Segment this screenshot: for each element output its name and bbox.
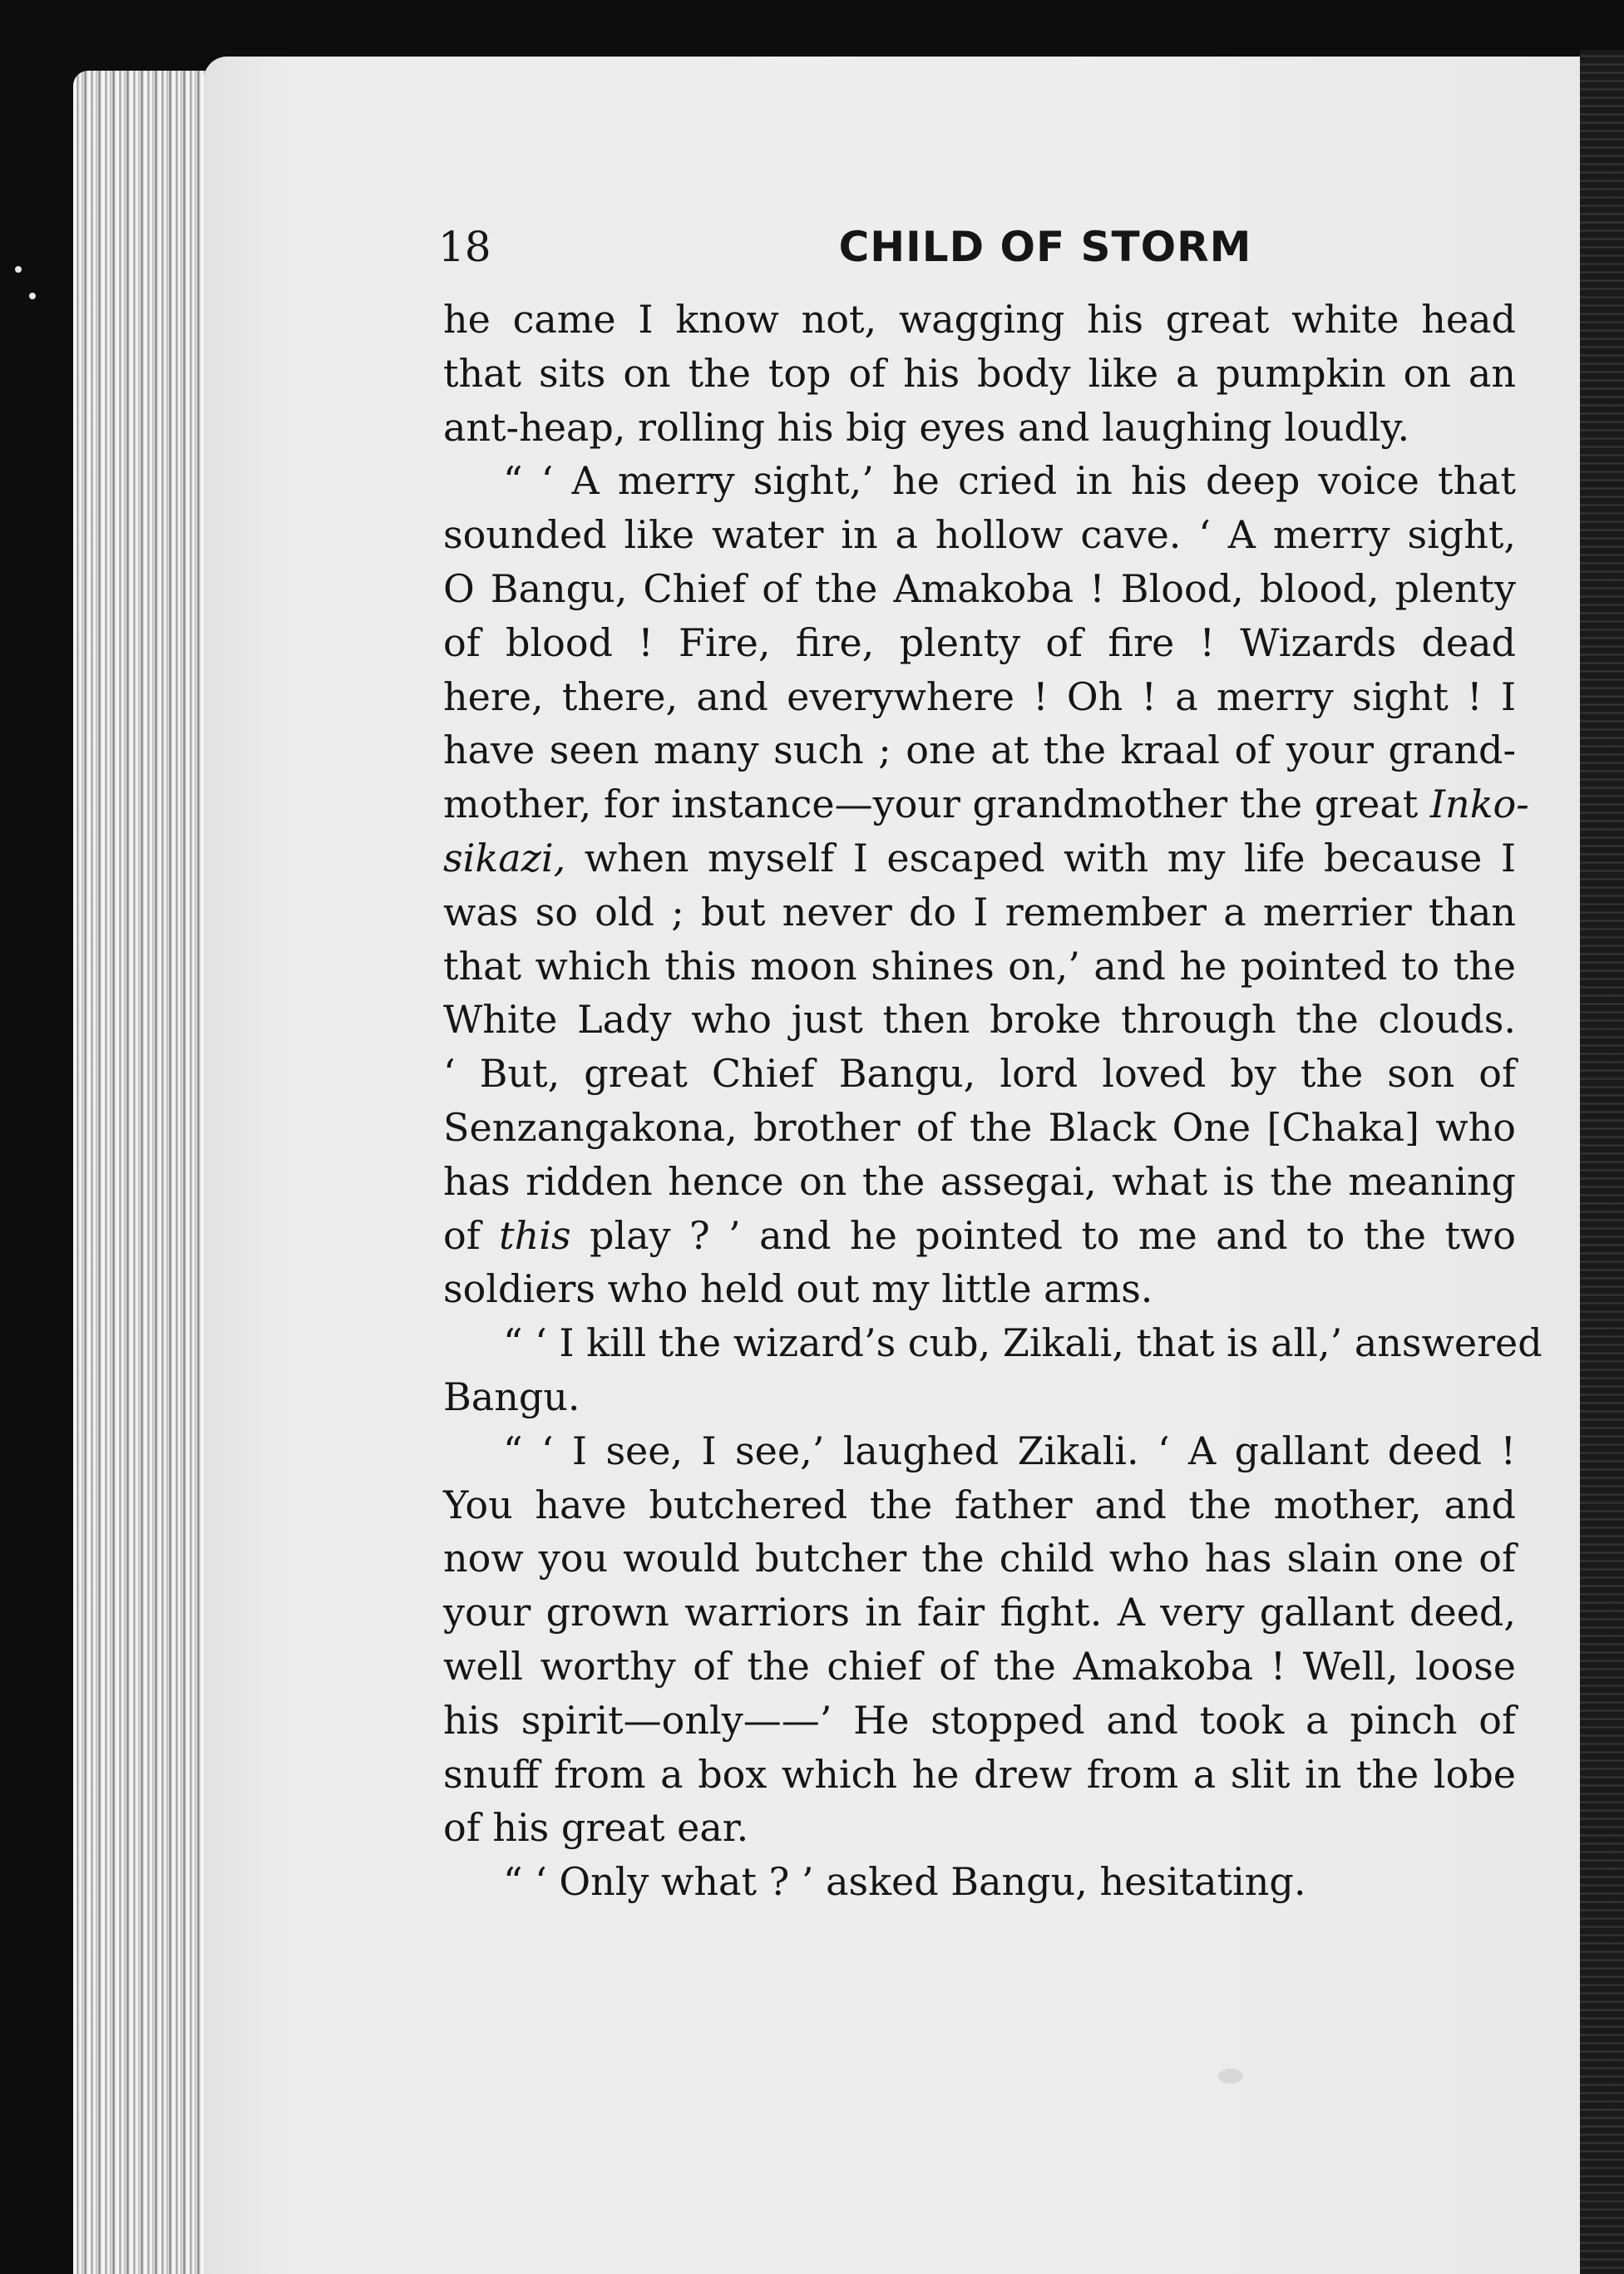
- text-line: of his great ear.: [443, 1805, 749, 1851]
- text-line: Bangu.: [443, 1374, 580, 1419]
- page-smudge: [1218, 2069, 1243, 2084]
- text-line: White Lady who just then broke through the clouds.: [443, 997, 1516, 1043]
- speck: [15, 266, 22, 273]
- text-line: [443, 777, 1529, 831]
- book-title: CHILD OF STORM: [838, 223, 1252, 271]
- text-line: soldiers who held out my little arms.: [443, 1266, 1153, 1312]
- text-line: Senzangakona, brother of the Black One [Chaka] who: [443, 1104, 1516, 1150]
- text-segment: play ? ’ and he pointed to me and to the two: [570, 1212, 1516, 1258]
- text-line: of blood ! Fire, fire, plenty of fire ! Wizards dead: [443, 619, 1516, 665]
- text-line: sounded like water in a hollow cave. ‘ A merry sight,: [443, 512, 1516, 558]
- text-line: snuff from a box which he drew from a slit in the lobe: [443, 1751, 1516, 1797]
- text-line: that which this moon shines on,’ and he pointed to the: [443, 943, 1516, 989]
- text-line: O Bangu, Chief of the Amakoba ! Blood, blood, plenty: [443, 565, 1516, 611]
- text-segment: mother, for instance—your grandmother the great: [443, 782, 1430, 827]
- right-page-fringe: [1580, 50, 1624, 2274]
- page-number: 18: [438, 223, 491, 271]
- text-segment: when myself I escaped with my life because I: [565, 835, 1516, 880]
- text-line: ant-heap, rolling his big eyes and laughing loudly.: [443, 404, 1410, 450]
- body-text: [443, 293, 1543, 1909]
- text-line: “ ‘ A merry sight,’ he cried in his deep voice that: [503, 458, 1516, 504]
- text-line: his spirit—only——’ He stopped and took a pinch of: [443, 1697, 1516, 1743]
- text-line: now you would butcher the child who has slain one of: [443, 1536, 1516, 1581]
- italic-word: Inko-: [1429, 782, 1529, 827]
- text-line: “ ‘ I kill the wizard’s cub, Zikali, that is all,’ answered: [503, 1320, 1543, 1366]
- text-segment: of: [443, 1212, 500, 1258]
- text-line: has ridden hence on the assegai, what is the meaning: [443, 1158, 1516, 1204]
- italic-word: sikazi,: [443, 835, 566, 880]
- text-line: that sits on the top of his body like a pumpkin on an: [443, 350, 1516, 396]
- speck: [29, 293, 36, 299]
- text-line: here, there, and everywhere ! Oh ! a merry sight ! I: [443, 673, 1516, 719]
- italic-word: this: [499, 1212, 571, 1258]
- text-line: “ ‘ I see, I see,’ laughed Zikali. ‘ A gallant deed !: [503, 1428, 1516, 1473]
- text-line: your grown warriors in fair fight. A very gallant deed,: [443, 1590, 1516, 1635]
- running-head: [438, 218, 1518, 276]
- text-line: “ ‘ Only what ? ’ asked Bangu, hesitating.: [503, 1859, 1306, 1905]
- text-line: he came I know not, wagging his great white head: [443, 297, 1516, 342]
- text-line: well worthy of the chief of the Amakoba ! Well, loose: [443, 1643, 1516, 1689]
- text-line: was so old ; but never do I remember a merrier than: [443, 889, 1516, 935]
- text-line: [443, 1209, 1516, 1263]
- text-line: have seen many such ; one at the kraal of your grand-: [443, 728, 1516, 773]
- text-line: [443, 831, 1516, 885]
- text-line: ‘ But, great Chief Bangu, lord loved by the son of: [443, 1051, 1516, 1097]
- text-line: You have butchered the father and the mother, and: [443, 1482, 1516, 1527]
